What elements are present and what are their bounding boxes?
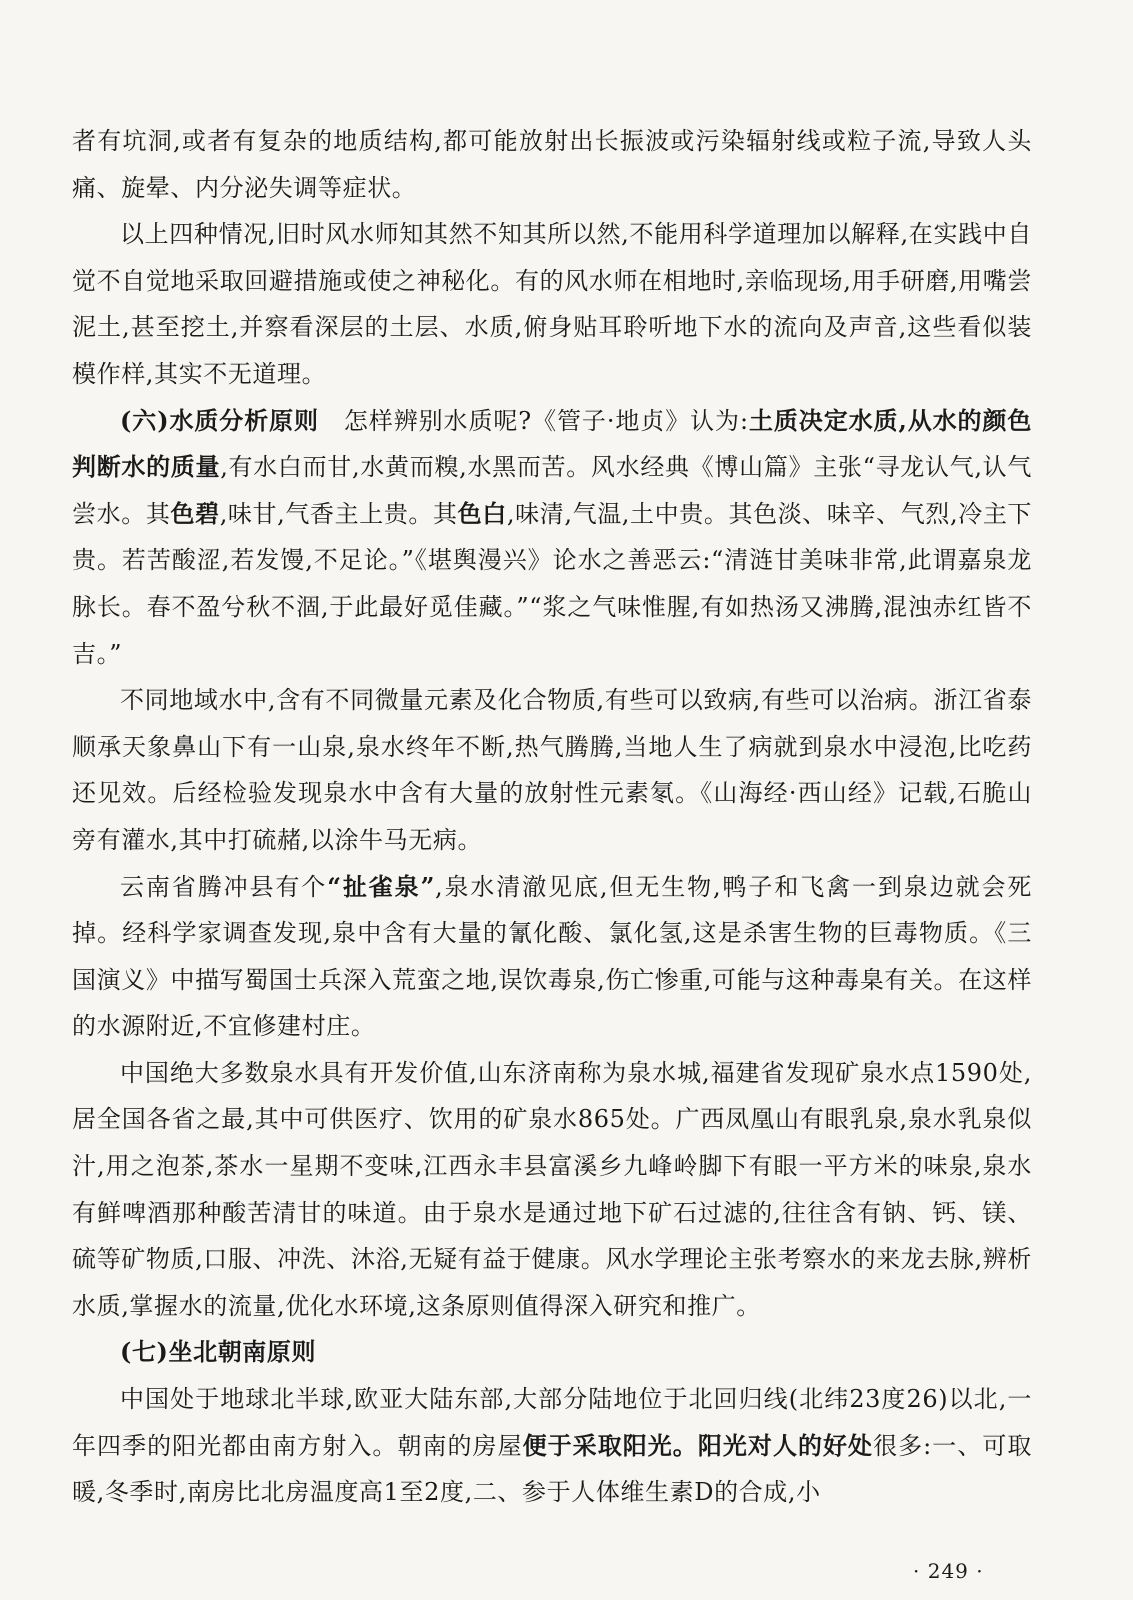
text-run: 不同地域水中,含有不同微量元素及化合物质,有些可以致病,有些可以治病。浙江省泰顺承天象鼻山下有一山泉,泉水终年不断,热气腾腾,当地人生了病就到泉水中浸泡,比吃药还见效。后经检验发现泉水中含有大量的放射性元素氡。《山海经·西山经》记载,石脆山旁有灌水,其中打硫赭,以涂牛马无病。 <box>72 686 1032 854</box>
text-run: ,有水白而甘,水黄而糗,水黑而苦。风水经典《博山篇》主张“寻龙认气,认气尝水。其 <box>72 453 1032 528</box>
text-run: 怎样辨别水质呢?《管子·地贞》认为: <box>318 406 749 435</box>
paragraph <box>72 864 1032 1050</box>
page-number: · 249 · <box>913 1559 984 1583</box>
text-run: ,味甘,气香主上贵。其 <box>219 499 458 528</box>
text-run: 以上四种情况,旧时风水师知其然不知其所以然,不能用科学道理加以解释,在实践中自觉不自觉地采取回避措施或使之神秘化。有的风水师在相地时,亲临现场,用手研磨,用嘴尝泥土,甚至挖土,并察看深层的土层、水质,俯身贴耳聆听地下水的流向及声音,这些看似装模作样,其实不无道理。 <box>72 220 1032 388</box>
body-text <box>72 118 1032 1516</box>
bold-text: 土质决定水质,从水的颜色判断水的质量 <box>72 405 1032 482</box>
paragraph <box>72 1376 1032 1516</box>
paragraph <box>72 118 1032 211</box>
section-heading <box>72 1329 1032 1376</box>
bold-text: 色白 <box>457 498 507 528</box>
paragraph <box>72 211 1032 397</box>
text-run: 者有坑洞,或者有复杂的地质结构,都可能放射出长振波或污染辐射线或粒子流,导致人头痛、旋晕、内分泌失调等症状。 <box>72 127 1032 202</box>
paragraph <box>72 1050 1032 1330</box>
text-run: ,泉水清澈见底,但无生物,鸭子和飞禽一到泉边就会死掉。经科学家调查发现,泉中含有大量的氰化酸、氯化氢,这是杀害生物的巨毒物质。《三国演义》中描写蜀国士兵深入荒蛮之地,误饮毒泉,伤亡惨重,可能与这种毒臬有关。在这样的水源附近,不宜修建村庄。 <box>72 872 1032 1041</box>
text-run: 云南省腾冲县有个 <box>120 872 328 901</box>
bold-text: (七)坐北朝南原则 <box>120 1337 317 1367</box>
text-run: 很多:一、可取暖,冬季时,南房比北房温度高1至2度,二、参于人体维生素D的合成,小 <box>72 1431 1032 1507</box>
bold-text: (六)水质分析原则 <box>120 405 319 435</box>
text-run: 中国处于地球北半球,欧亚大陆东部,大部分陆地位于北回归线(北纬23度26)以北,一年四季的阳光都由南方射入。朝南的房屋 <box>72 1385 1032 1460</box>
bold-text: “扯雀泉” <box>327 871 435 901</box>
bold-text: 便于采取阳光。阳光对人的好处 <box>522 1430 874 1460</box>
bold-text: 色碧 <box>170 498 220 528</box>
paragraph <box>72 398 1032 678</box>
text-run: 中国绝大多数泉水具有开发价值,山东济南称为泉水城,福建省发现矿泉水点1590处,居全国各省之最,其中可供医疗、饮用的矿泉水865处。广西凤凰山有眼乳泉,泉水乳泉似汁,用之泡茶,茶水一星期不变味,江西永丰县富溪乡九峰岭脚下有眼一平方米的味泉,泉水有鲜啤酒那种酸苦清甘的味道。由于泉水是通过地下矿石过滤的,往往含有钠、钙、镁、硫等矿物质,口服、冲洗、沐浴,无疑有益于健康。风水学理论主张考察水的来龙去脉,辨析水质,掌握水的流量,优化水环境,这条原则值得深入研究和推广。 <box>72 1058 1032 1320</box>
paragraph <box>72 677 1032 863</box>
text-run: ,味清,气温,土中贵。其色淡、味辛、气烈,冷主下贵。若苦酸涩,若发馒,不足论。”《堪舆漫兴》论水之善恶云:“清涟甘美味非常,此谓嘉泉龙脉长。春不盈兮秋不涸,于此最好觅佳藏。”“浆之气味惟腥,有如热汤又沸腾,混浊赤红皆不吉。” <box>72 499 1033 668</box>
